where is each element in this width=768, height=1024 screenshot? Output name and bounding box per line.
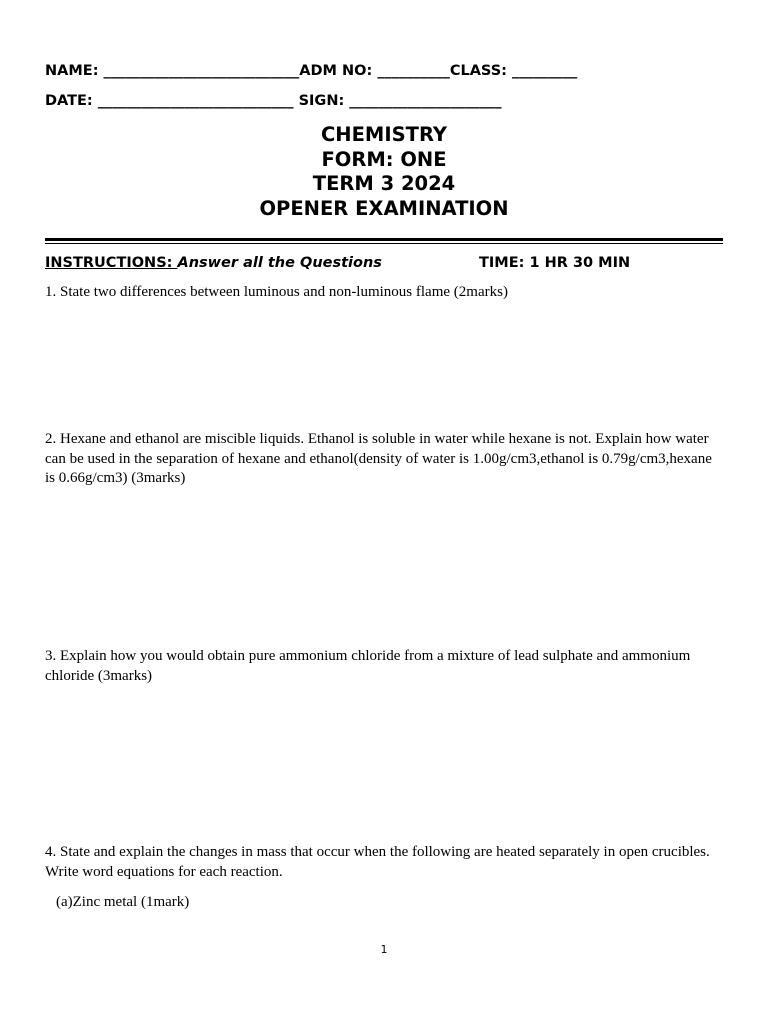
time-allowed: TIME: 1 HR 30 MIN bbox=[479, 255, 631, 271]
instructions-text: Answer all the Questions bbox=[177, 255, 382, 271]
instructions bbox=[45, 255, 382, 271]
subject-title: CHEMISTRY bbox=[320, 123, 448, 146]
question-1: 1. State two differences between luminous and non-luminous flame (2marks) bbox=[45, 284, 508, 300]
question-4a: (a)Zinc metal (1mark) bbox=[56, 894, 190, 910]
instructions-label: INSTRUCTIONS: bbox=[45, 255, 178, 271]
exam-title-block bbox=[0, 123, 768, 221]
exam-title: OPENER EXAMINATION bbox=[259, 196, 509, 220]
divider-thin bbox=[45, 243, 723, 244]
form-title: FORM: ONE bbox=[321, 147, 447, 171]
date-sign-line: DATE: ___________________________ SIGN: _____________________ bbox=[45, 93, 502, 109]
term-title: TERM 3 2024 bbox=[312, 172, 456, 195]
question-3: 3. Explain how you would obtain pure ammonium chloride from a mixture of lead sulphate and ammonium chloride (3marks) bbox=[45, 648, 691, 684]
page-number: 1 bbox=[380, 943, 388, 956]
name-adm-class-line: NAME: ___________________________ADM NO: __________CLASS: _________ bbox=[45, 63, 578, 79]
question-2: 2. Hexane and ethanol are miscible liquids. Ethanol is soluble in water while hexane is not. Explain how water can be used in the separation of hexane and ethanol(density of water is 1.00g/cm3,ethanol is 0.79g/cm3,hexane is 0.66g/cm3) (3marks) bbox=[45, 431, 712, 486]
question-4: 4. State and explain the changes in mass that occur when the following are heated separately in open crucibles. Write word equations for each reaction. bbox=[45, 844, 710, 880]
divider-thick bbox=[45, 238, 723, 241]
